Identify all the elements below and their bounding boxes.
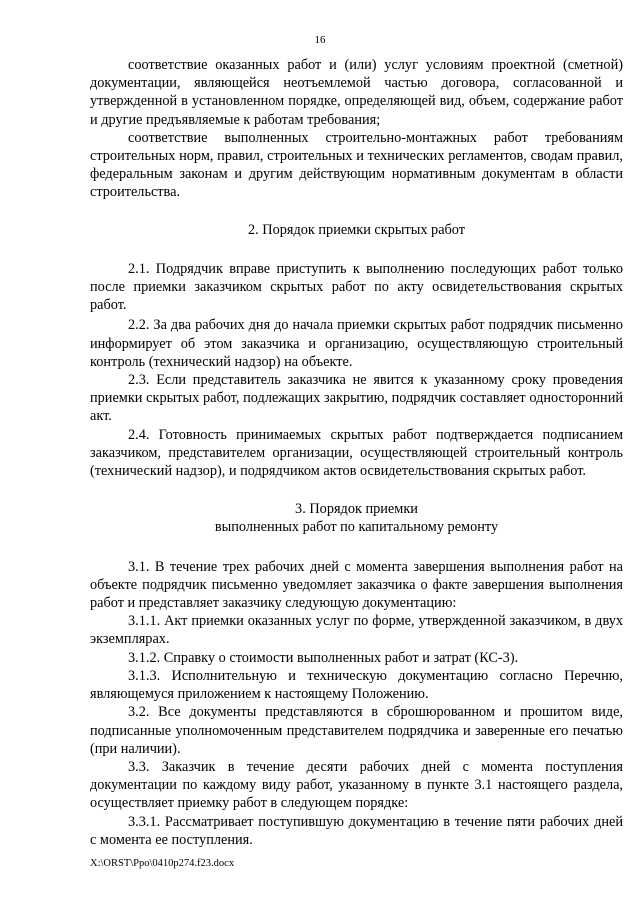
- paragraph: 3.3.1. Рассматривает поступившую документацию в течение пяти рабочих дней с момента ее поступления.: [90, 813, 623, 848]
- paragraph: 2.1. Подрядчик вправе приступить к выполнению последующих работ только после приемки заказчиком скрытых работ по акту освидетельствования скрытых работ.: [90, 260, 623, 314]
- page-number: 16: [314, 34, 326, 46]
- file-path-footer: X:\ORST\Ppo\0410p274.f23.docx: [90, 858, 235, 869]
- section-3-heading-line-1: 3. Порядок приемки: [295, 501, 418, 518]
- section-3-heading: [90, 500, 623, 536]
- paragraph: 2.3. Если представитель заказчика не явится к указанному сроку проведения приемки скрытых работ, подлежащих закрытию, подрядчик составляет односторонний акт.: [90, 372, 623, 425]
- paragraph: соответствие выполненных строительно-монтажных работ требованиям строительных норм, правил, строительных и технических регламентов, сводам правил, федеральным законам и другим действующим нормативным документам в области строительства.: [90, 129, 623, 201]
- paragraph: соответствие оказанных работ и (или) услуг условиям проектной (сметной) документации, являющейся неотъемлемой частью договора, согласованной и утвержденной в установленном порядке, определяющей вид, объем, содержание работ и другие предъявляемые к работам требования;: [90, 57, 623, 128]
- paragraph: 2.4. Готовность принимаемых скрытых работ подтверждается подписанием заказчиком, представителем организации, осуществляющей строительный контроль (технический надзор), и подрядчиком актов освидетельствования скрытых работ.: [90, 426, 623, 480]
- paragraph: 3.1. В течение трех рабочих дней с момента завершения выполнения работ на объекте подрядчик письменно уведомляет заказчика о факте завершения выполнения работ и представляет заказчику следующую документацию:: [90, 558, 623, 612]
- paragraph: 3.3. Заказчик в течение десяти рабочих дней с момента поступления документации по каждому виду работ, указанному в пункте 3.1 настоящего раздела, осуществляет приемку работ в следующем порядке:: [90, 758, 623, 812]
- paragraph: 3.1.2. Справку о стоимости выполненных работ и затрат (КС-3).: [128, 649, 519, 666]
- paragraph: 3.1.1. Акт приемки оказанных услуг по форме, утвержденной заказчиком, в двух экземплярах.: [90, 613, 623, 648]
- paragraph: 2.2. За два рабочих дня до начала приемки скрытых работ подрядчик письменно информирует об этом заказчика и организацию, осуществляющую строительный контроль (технический надзор) на объекте.: [90, 317, 623, 370]
- paragraph: 3.1.3. Исполнительную и техническую документацию согласно Перечню, являющемуся приложением к настоящему Положению.: [90, 667, 623, 703]
- section-3-heading-line-2: выполненных работ по капитальному ремонту: [214, 519, 499, 536]
- section-2-heading: 2. Порядок приемки скрытых работ: [247, 221, 466, 238]
- paragraph: 3.2. Все документы представляются в сброшюрованном и прошитом виде, подписанные уполномоченным представителем подрядчика и заверенные его печатью (при наличии).: [90, 704, 623, 757]
- document-body: [90, 56, 623, 849]
